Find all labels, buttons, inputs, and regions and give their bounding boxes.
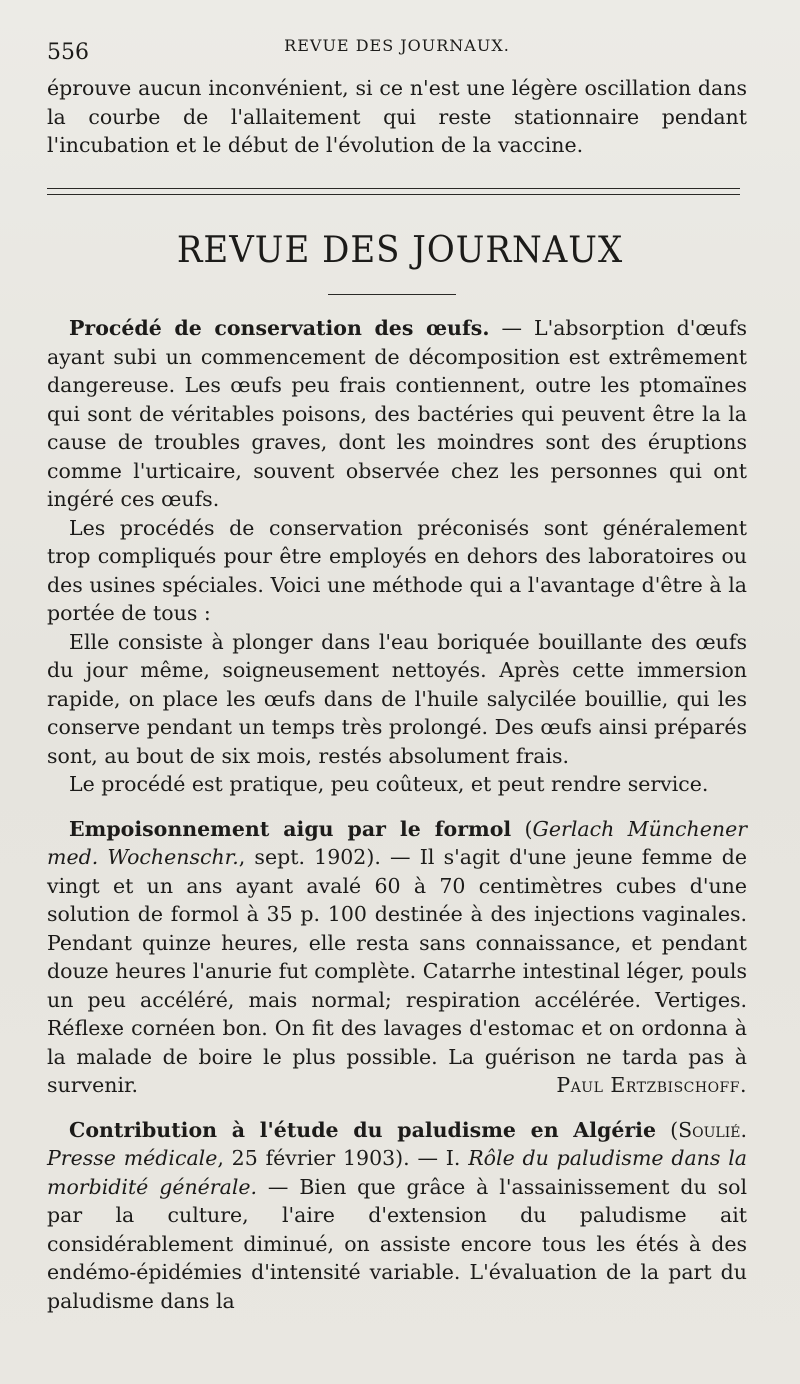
article-eggs-paragraph-1 [47, 314, 747, 514]
double-rule-divider [47, 188, 740, 195]
article-eggs-dash: — [489, 316, 534, 340]
page-number: 556 [47, 40, 89, 65]
article-formol-source-journal: Gerlach Münchener med. Wochenschr. [47, 816, 747, 869]
article-paludisme-author: Soulié. [678, 1117, 747, 1142]
article-paludisme-paragraph [47, 1116, 747, 1316]
article-eggs-title: Procédé de conservation des œufs. [69, 316, 490, 340]
article-formol-body: Il s'agit d'une jeune femme de vingt et un ans ayant avalé 60 à 70 centimètres cubes d'une solution de formol à 35 p. 100 destinée à des injections vaginales. Pendant quinze heures, elle resta sans connaissance, et pendant douze heures l'anurie fut complète. Catarrhe intestinal léger, pouls un peu accéléré, mais normal; respiration accélérée. Vertiges. Réflexe cornéen bon. On fit des lavages d'estomac et on ordonna à la malade de boire le plus possible. La guérison ne tarda pas à survenir. [47, 845, 747, 1097]
article-paludisme-source-date: , 25 février 1903). [217, 1146, 410, 1170]
article-paludisme-section-title: Rôle du paludisme dans la morbidité générale. [47, 1146, 747, 1199]
section-title: REVUE DES JOURNAUX [176, 228, 624, 272]
article-eggs-paragraph-2: Les procédés de conservation préconisés sont généralement trop compliqués pour être employés en dehors des laboratoires ou des usines spéciales. Voici une méthode qui a l'avantage d'être à la portée de tous : [47, 515, 747, 625]
article-formol-source-open: ( [511, 816, 533, 841]
article-gap [47, 1100, 747, 1116]
article-formol-paragraph [47, 815, 747, 1100]
article-paludisme-body: — Bien que grâce à l'assainissement du sol par la culture, l'aire d'extension du paludisme ait considérablement diminué, on assiste encore tous les étés à des endémo-épidémies d'intensité variable. L'évaluation de la part du paludisme dans la [47, 1174, 748, 1313]
article-paludisme-source-open: ( [656, 1117, 679, 1142]
article-formol-title: Empoisonnement aigu par le formol [69, 816, 512, 841]
running-head [47, 36, 747, 66]
articles-column [47, 314, 747, 1315]
article-eggs-text-1: L'absorption d'œufs ayant subi un commencement de décomposition est extrêmement dangereuse. Les œufs peu frais contiennent, outre les ptomaïnes qui sont de véritables poisons, des bactéries qui peuvent être la la cause de troubles graves, dont les moindres sont des éruptions comme l'urticaire, souvent observée chez les personnes qui ont ingéré ces œufs. [47, 316, 747, 511]
article-gap [47, 799, 747, 815]
article-paludisme-title: Contribution à l'étude du paludisme en Algérie [69, 1117, 657, 1142]
article-paludisme-dash: — [409, 1146, 446, 1170]
article-eggs-paragraph-3: Elle consiste à plonger dans l'eau boriquée bouillante des œufs du jour même, soigneusement nettoyés. Après cette immersion rapide, on place les œufs dans de l'huile salycilée bouillie, qui les conserve pendant un temps très prolongé. Des œufs ainsi préparés sont, au bout de six mois, restés absolument frais. [47, 629, 747, 768]
article-formol-signature: Paul Ertzbischoff. [556, 1073, 747, 1097]
article-paludisme-source-journal: Presse médicale [47, 1146, 218, 1170]
intro-paragraph: éprouve aucun inconvénient, si ce n'est une légère oscillation dans la courbe de l'allaitement qui reste stationnaire pendant l'incubation et le début de l'évolution de la vaccine. [47, 76, 747, 157]
intro-paragraph-block [47, 74, 747, 160]
short-rule-divider [328, 294, 456, 295]
journal-running-title: REVUE DES JOURNAUX. [284, 36, 510, 55]
article-eggs-paragraph-4: Le procédé est pratique, peu coûteux, et peut rendre service. [69, 772, 709, 796]
article-paludisme-section-label: I. [445, 1146, 469, 1170]
article-formol-dash: — [380, 845, 420, 869]
article-formol-source-date: , sept. 1902). [238, 845, 381, 869]
